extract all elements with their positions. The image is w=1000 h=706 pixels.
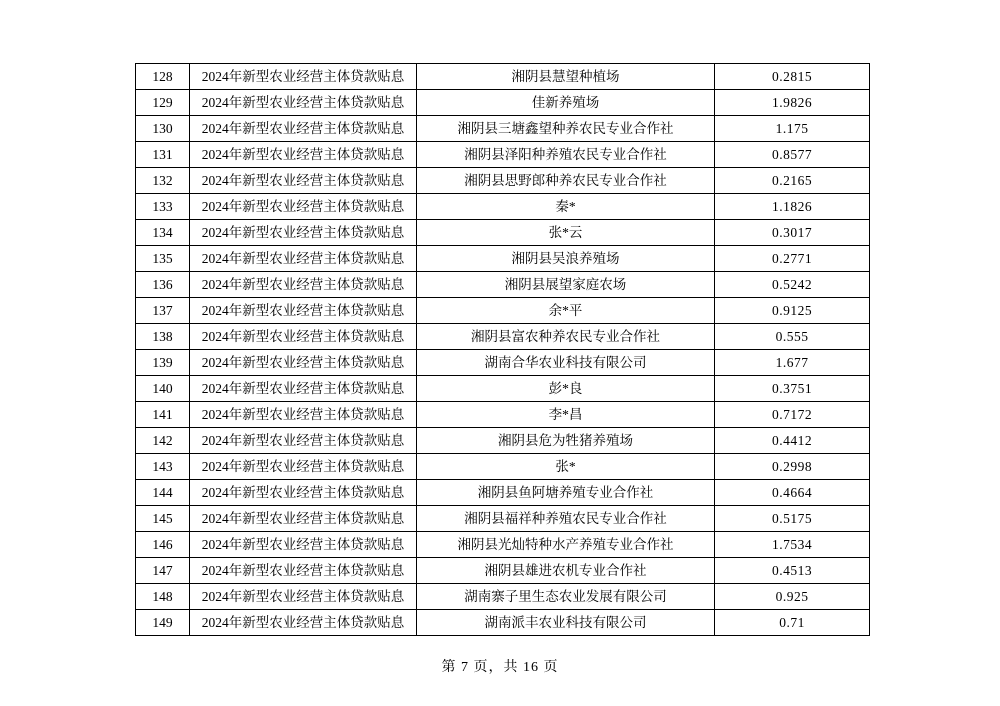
table-row [136, 376, 870, 402]
cell-seq: 145 [136, 506, 190, 532]
cell-seq: 135 [136, 246, 190, 272]
table-row [136, 90, 870, 116]
cell-project: 2024年新型农业经营主体贷款贴息 [190, 298, 417, 324]
cell-project: 2024年新型农业经营主体贷款贴息 [190, 90, 417, 116]
cell-recipient: 湘阴县泽阳种养殖农民专业合作社 [417, 142, 715, 168]
table-row [136, 246, 870, 272]
cell-amount: 1.1826 [715, 194, 870, 220]
cell-amount: 0.2771 [715, 246, 870, 272]
cell-project: 2024年新型农业经营主体贷款贴息 [190, 532, 417, 558]
table-row [136, 220, 870, 246]
cell-seq: 136 [136, 272, 190, 298]
cell-recipient: 湘阴县思野郎种养农民专业合作社 [417, 168, 715, 194]
table-row [136, 64, 870, 90]
cell-amount: 1.7534 [715, 532, 870, 558]
cell-amount: 1.677 [715, 350, 870, 376]
cell-project: 2024年新型农业经营主体贷款贴息 [190, 64, 417, 90]
cell-recipient: 湘阴县光灿特种水产养殖专业合作社 [417, 532, 715, 558]
cell-recipient: 湘阴县三塘鑫望种养农民专业合作社 [417, 116, 715, 142]
subsidy-table [135, 63, 870, 636]
cell-seq: 132 [136, 168, 190, 194]
cell-recipient: 湘阴县鱼阿塘养殖专业合作社 [417, 480, 715, 506]
cell-recipient: 张* [417, 454, 715, 480]
cell-recipient: 湘阴县危为牲猪养殖场 [417, 428, 715, 454]
cell-seq: 142 [136, 428, 190, 454]
cell-seq: 139 [136, 350, 190, 376]
cell-amount: 0.7172 [715, 402, 870, 428]
cell-seq: 141 [136, 402, 190, 428]
cell-recipient: 湘阴县慧望种植场 [417, 64, 715, 90]
table-row [136, 506, 870, 532]
cell-recipient: 秦* [417, 194, 715, 220]
cell-seq: 129 [136, 90, 190, 116]
cell-project: 2024年新型农业经营主体贷款贴息 [190, 480, 417, 506]
cell-project: 2024年新型农业经营主体贷款贴息 [190, 116, 417, 142]
cell-recipient: 张*云 [417, 220, 715, 246]
cell-project: 2024年新型农业经营主体贷款贴息 [190, 350, 417, 376]
cell-seq: 140 [136, 376, 190, 402]
cell-amount: 1.175 [715, 116, 870, 142]
cell-amount: 0.2998 [715, 454, 870, 480]
cell-project: 2024年新型农业经营主体贷款贴息 [190, 584, 417, 610]
cell-seq: 144 [136, 480, 190, 506]
cell-amount: 0.555 [715, 324, 870, 350]
cell-recipient: 湘阴县富农种养农民专业合作社 [417, 324, 715, 350]
cell-seq: 138 [136, 324, 190, 350]
cell-seq: 131 [136, 142, 190, 168]
cell-recipient: 湘阴县吴浪养殖场 [417, 246, 715, 272]
cell-amount: 0.4513 [715, 558, 870, 584]
cell-amount: 0.2815 [715, 64, 870, 90]
cell-project: 2024年新型农业经营主体贷款贴息 [190, 428, 417, 454]
table-row [136, 402, 870, 428]
table-row [136, 324, 870, 350]
cell-amount: 0.71 [715, 610, 870, 636]
subsidy-table-body [136, 64, 870, 636]
cell-seq: 148 [136, 584, 190, 610]
cell-recipient: 湘阴县雄进农机专业合作社 [417, 558, 715, 584]
cell-seq: 133 [136, 194, 190, 220]
cell-recipient: 湖南寨子里生态农业发展有限公司 [417, 584, 715, 610]
cell-project: 2024年新型农业经营主体贷款贴息 [190, 402, 417, 428]
cell-recipient: 彭*良 [417, 376, 715, 402]
cell-project: 2024年新型农业经营主体贷款贴息 [190, 610, 417, 636]
cell-amount: 0.8577 [715, 142, 870, 168]
page-number: 第 7 页，共 16 页 [441, 660, 559, 675]
cell-project: 2024年新型农业经营主体贷款贴息 [190, 142, 417, 168]
cell-recipient: 湘阴县展望家庭农场 [417, 272, 715, 298]
table-row [136, 532, 870, 558]
table-row [136, 610, 870, 636]
cell-recipient: 佳新养殖场 [417, 90, 715, 116]
table-row [136, 558, 870, 584]
cell-project: 2024年新型农业经营主体贷款贴息 [190, 246, 417, 272]
cell-seq: 134 [136, 220, 190, 246]
cell-project: 2024年新型农业经营主体贷款贴息 [190, 324, 417, 350]
table-row [136, 350, 870, 376]
cell-recipient: 湘阴县福祥种养殖农民专业合作社 [417, 506, 715, 532]
cell-project: 2024年新型农业经营主体贷款贴息 [190, 168, 417, 194]
cell-seq: 128 [136, 64, 190, 90]
cell-seq: 130 [136, 116, 190, 142]
cell-seq: 143 [136, 454, 190, 480]
cell-amount: 0.3017 [715, 220, 870, 246]
cell-project: 2024年新型农业经营主体贷款贴息 [190, 194, 417, 220]
cell-recipient: 湖南派丰农业科技有限公司 [417, 610, 715, 636]
cell-project: 2024年新型农业经营主体贷款贴息 [190, 454, 417, 480]
table-row [136, 454, 870, 480]
cell-project: 2024年新型农业经营主体贷款贴息 [190, 506, 417, 532]
table-row [136, 584, 870, 610]
table-row [136, 116, 870, 142]
cell-seq: 149 [136, 610, 190, 636]
cell-amount: 0.3751 [715, 376, 870, 402]
cell-project: 2024年新型农业经营主体贷款贴息 [190, 376, 417, 402]
cell-amount: 0.4412 [715, 428, 870, 454]
cell-recipient: 李*昌 [417, 402, 715, 428]
table-row [136, 272, 870, 298]
cell-project: 2024年新型农业经营主体贷款贴息 [190, 220, 417, 246]
cell-seq: 146 [136, 532, 190, 558]
cell-amount: 0.5242 [715, 272, 870, 298]
cell-amount: 0.9125 [715, 298, 870, 324]
cell-project: 2024年新型农业经营主体贷款贴息 [190, 272, 417, 298]
cell-amount: 0.2165 [715, 168, 870, 194]
cell-amount: 0.4664 [715, 480, 870, 506]
table-row [136, 168, 870, 194]
cell-seq: 137 [136, 298, 190, 324]
cell-seq: 147 [136, 558, 190, 584]
cell-project: 2024年新型农业经营主体贷款贴息 [190, 558, 417, 584]
table-row [136, 480, 870, 506]
cell-amount: 1.9826 [715, 90, 870, 116]
table-row [136, 428, 870, 454]
cell-recipient: 湖南合华农业科技有限公司 [417, 350, 715, 376]
cell-amount: 0.925 [715, 584, 870, 610]
table-row [136, 194, 870, 220]
table-row [136, 142, 870, 168]
cell-amount: 0.5175 [715, 506, 870, 532]
page-footer [0, 656, 1000, 676]
cell-recipient: 余*平 [417, 298, 715, 324]
table-row [136, 298, 870, 324]
